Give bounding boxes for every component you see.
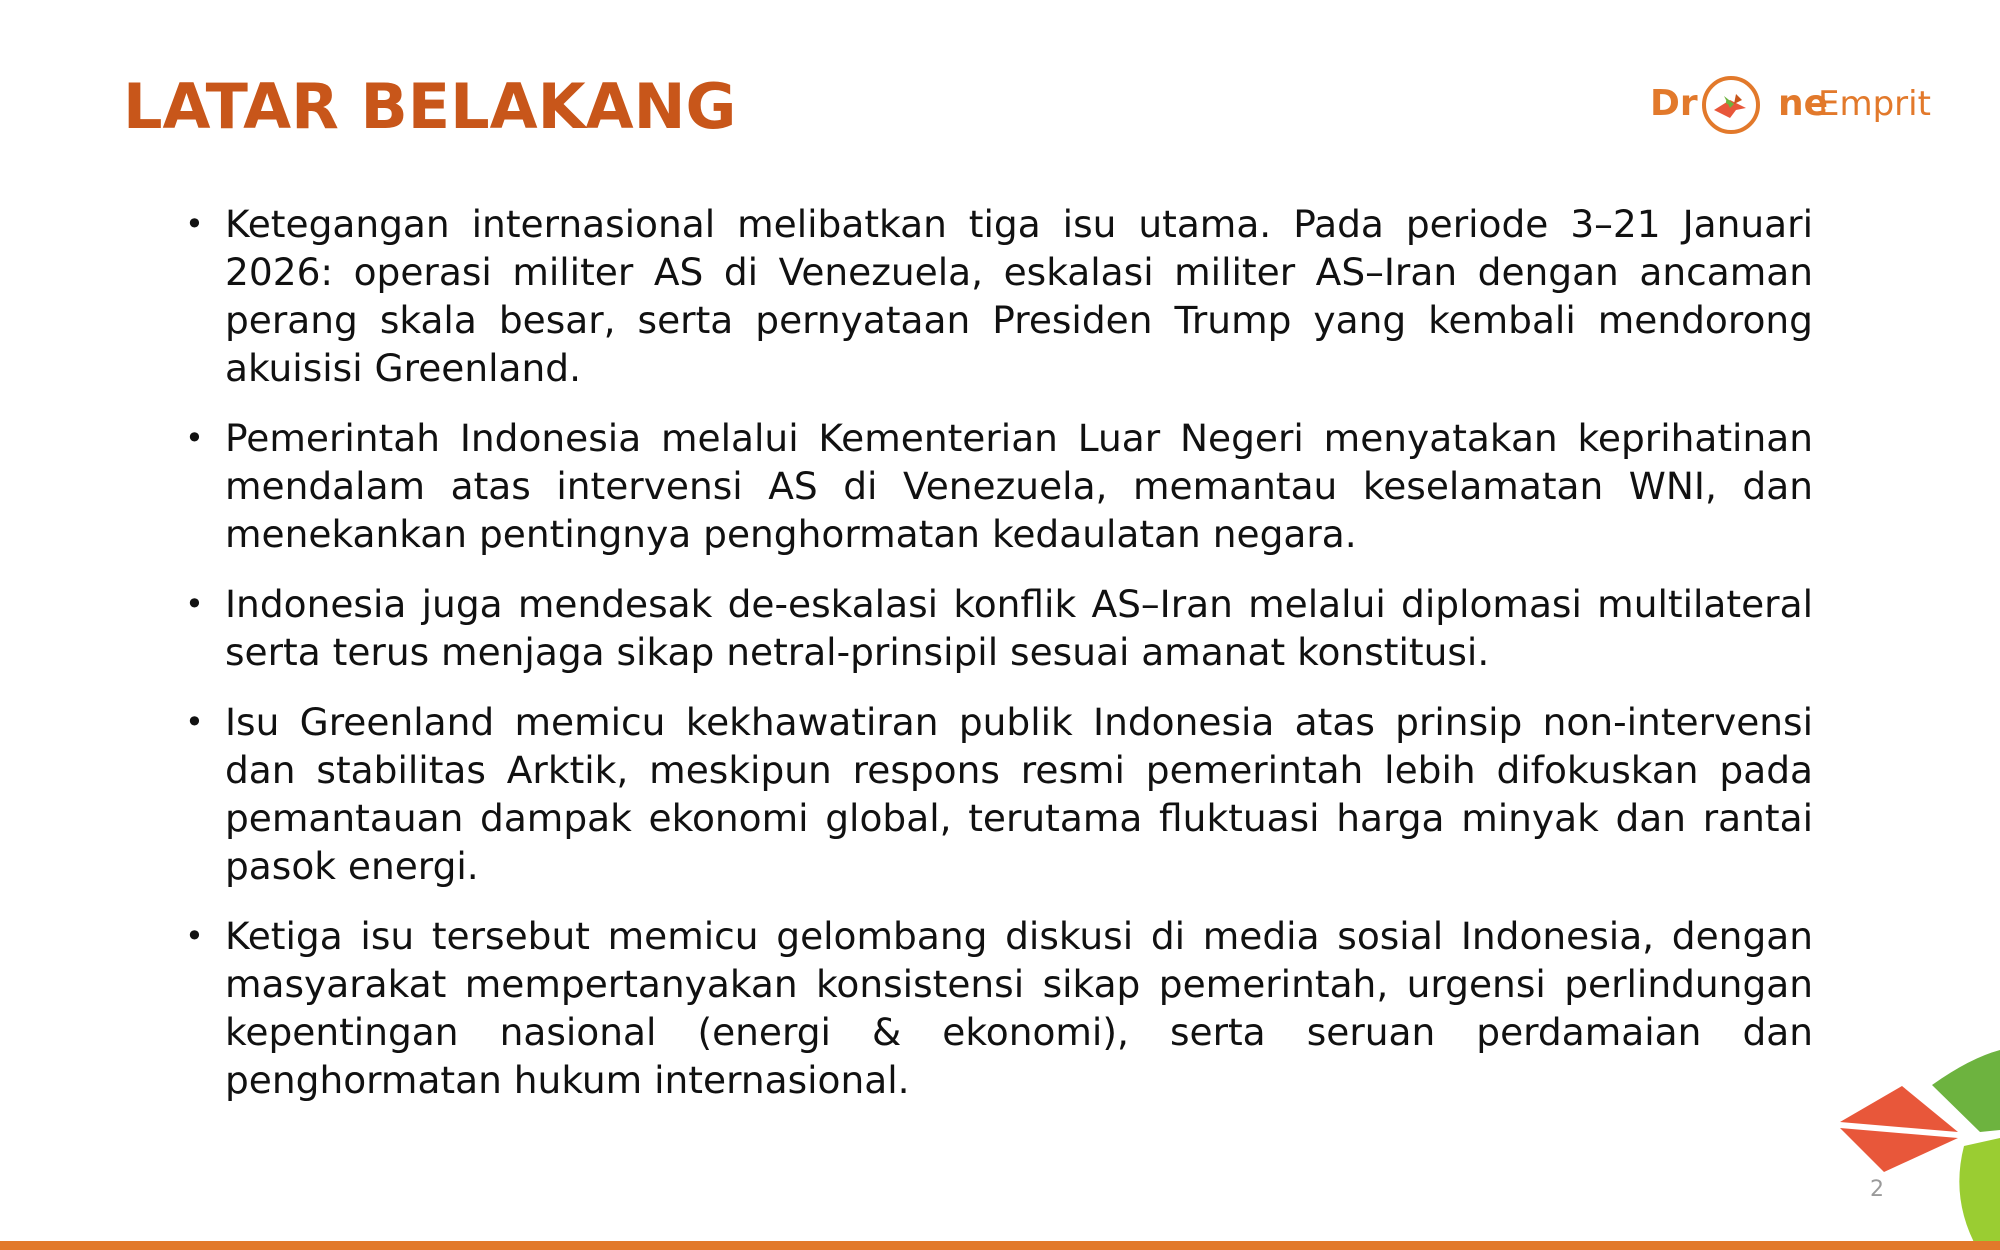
bullet-text: Pemerintah Indonesia melalui Kementerian Luar Negeri menyatakan keprihatinan mendalam atas intervensi AS di Venezuela, memantau keselamatan WNI, dan menekankan pentingnya penghormatan kedaulatan negara.	[225, 416, 1813, 556]
bullet-marker: •	[185, 205, 204, 243]
bullet-item	[185, 912, 1813, 1104]
slide-title: LATAR BELAKANG	[123, 70, 737, 143]
bullet-item	[185, 580, 1813, 676]
bullet-text: Ketiga isu tersebut memicu gelombang diskusi di media sosial Indonesia, dengan masyarakat mempertanyakan konsistensi sikap pemerintah, urgensi perlindungan kepentingan nasional (energi & ekonomi), serta seruan perdamaian dan penghormatan hukum internasional.	[225, 914, 1813, 1102]
bullet-list	[185, 200, 1813, 1126]
bullet-text: Isu Greenland memicu kekhawatiran publik Indonesia atas prinsip non-intervensi dan stabilitas Arktik, meskipun respons resmi pemerintah lebih difokuskan pada pemantauan dampak ekonomi global, terutama fluktuasi harga minyak dan rantai pasok energi.	[225, 700, 1813, 888]
bullet-marker: •	[185, 703, 204, 741]
bullet-marker: •	[185, 419, 204, 457]
logo-text-emprit: Emprit	[1818, 84, 1931, 124]
deco-lime-shape	[1959, 1138, 2000, 1250]
drone-emprit-bird-icon	[1700, 74, 1762, 136]
logo-text-ne: ne	[1778, 83, 1829, 124]
bullet-marker: •	[185, 585, 204, 623]
bullet-item	[185, 200, 1813, 392]
page-number: 2	[1870, 1177, 1884, 1202]
drone-emprit-logo	[1650, 72, 1931, 140]
bottom-accent-bar	[0, 1241, 2000, 1250]
logo-text-dr: Dr	[1650, 83, 1698, 124]
bullet-item	[185, 698, 1813, 890]
deco-red-shape-bottom	[1840, 1128, 1958, 1172]
bullet-text: Indonesia juga mendesak de-eskalasi konflik AS–Iran melalui diplomasi multilateral serta terus menjaga sikap netral-prinsipil sesuai amanat konstitusi.	[225, 582, 1813, 674]
bullet-marker: •	[185, 917, 204, 955]
corner-decoration	[1840, 1050, 2000, 1250]
bullet-text: Ketegangan internasional melibatkan tiga isu utama. Pada periode 3–21 Januari 2026: operasi militer AS di Venezuela, eskalasi militer AS–Iran dengan ancaman perang skala besar, serta pernyataan Presiden Trump yang kembali mendorong akuisisi Greenland.	[225, 202, 1813, 390]
bullet-item	[185, 414, 1813, 558]
